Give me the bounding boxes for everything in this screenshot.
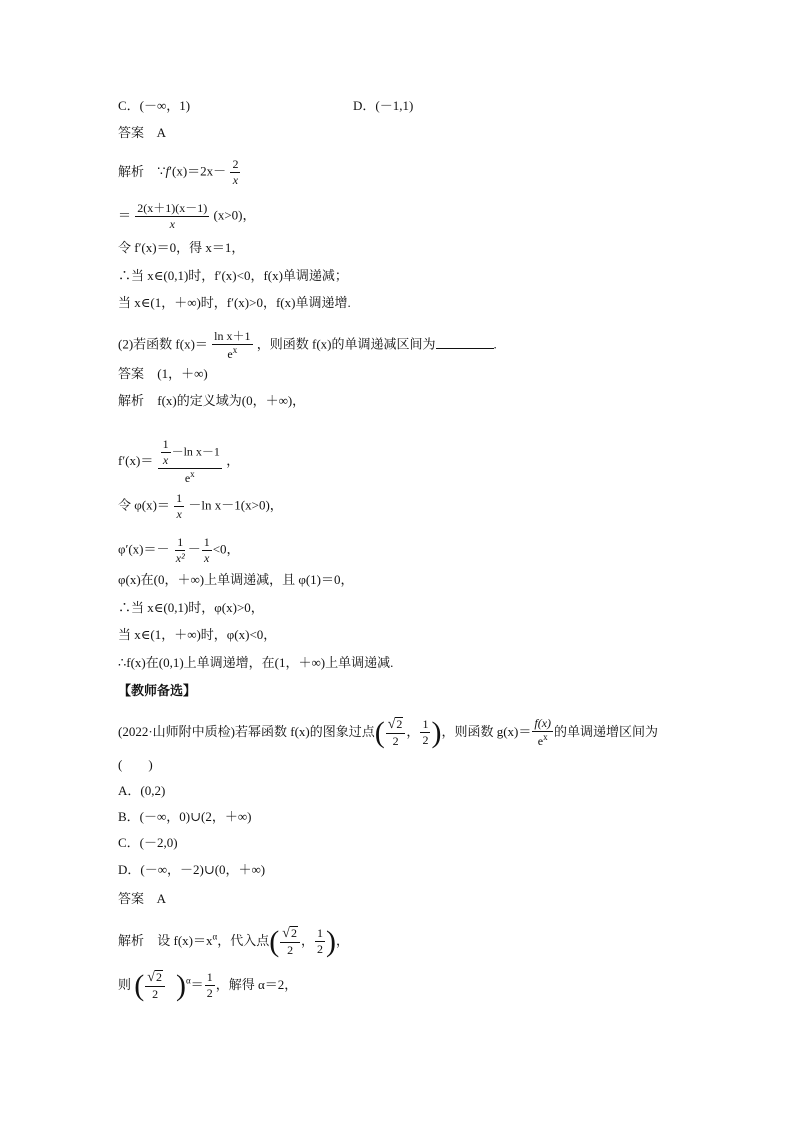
answer-value: A: [156, 125, 166, 140]
question-text: (2)若函数 f(x)＝: [118, 336, 208, 352]
fraction-denominator: x: [204, 551, 210, 566]
answer-label: 答案: [118, 125, 145, 140]
fraction: [280, 926, 300, 958]
answer-blank: [436, 336, 494, 349]
math-text: (x>0)，: [213, 207, 256, 223]
answer-paren: ( ): [118, 757, 153, 772]
option-c: C．(－2,0): [118, 835, 178, 850]
teacher-section-title: [118, 683, 196, 699]
fraction-denominator: 2: [422, 733, 429, 748]
answer-label: 答案: [118, 366, 145, 381]
question-text: (2022·山师附中质检)若幂函数 f(x)的图象过点: [118, 723, 375, 739]
solution-label: 解析: [118, 932, 145, 948]
solution-2-line-3: [118, 492, 283, 521]
solution-1-line-1: [118, 158, 241, 187]
math-text: 当 x∈(1，＋∞)时，φ(x)<0，: [118, 627, 277, 642]
math-text: f′(x)＝: [118, 452, 154, 468]
math-text: 令 f′(x)＝0，得 x＝1，: [118, 240, 245, 255]
math-text: φ(x)在(0，＋∞)上单调递减，且 φ(1)＝0，: [118, 572, 354, 587]
sqrt-icon: √: [282, 926, 290, 941]
option-d2-line: [118, 862, 265, 878]
solution-2-line-7: [118, 627, 276, 643]
solution-1-line-2: [118, 202, 256, 231]
fraction-denominator: 2: [152, 987, 159, 1002]
fraction: [202, 536, 212, 565]
fraction: [420, 718, 430, 747]
fraction-numerator: [158, 438, 222, 469]
answer-1: [118, 125, 166, 141]
option-d: D．(－∞，－2)∪(0，＋∞): [118, 862, 266, 877]
solution-2-line-5: [118, 572, 354, 588]
answer-3: [118, 891, 166, 907]
fraction-numerator: f(x): [532, 717, 553, 732]
section-title: 【教师备选】: [118, 683, 197, 698]
fraction-denominator: [536, 732, 550, 748]
math-text: ∴f(x)在(0,1)上单调递增，在(1，＋∞)上单调递减.: [118, 655, 394, 670]
superscript: x: [543, 732, 548, 743]
option-c-line: [118, 98, 190, 114]
solution-1-line-5: [118, 295, 351, 311]
solution-3-line-1: [118, 926, 349, 958]
solution-3-line-2: [118, 970, 297, 1002]
fraction-denominator: x: [162, 453, 169, 468]
fraction-numerator: 1: [420, 718, 430, 733]
math-text: f(x)的定义域为(0，＋∞)，: [157, 393, 306, 408]
option-a: A．(0,2): [118, 783, 166, 798]
sqrt-radicand: 2: [396, 717, 403, 731]
fraction-denominator: 2: [206, 986, 213, 1001]
fraction-numerator: 1: [205, 971, 215, 986]
superscript: α: [212, 931, 218, 942]
sqrt-radicand: 2: [290, 926, 297, 940]
sqrt-icon: √: [387, 717, 396, 732]
solution-2-line-6: [118, 600, 264, 616]
math-text: 令 φ(x)＝: [118, 497, 170, 513]
teacher-question: [118, 717, 658, 749]
sqrt: [388, 717, 404, 732]
solution-2-line-2: [118, 438, 239, 486]
fraction-numerator: 1: [174, 492, 184, 507]
answer-value: (1，＋∞): [157, 366, 208, 381]
math-text: e: [537, 734, 544, 749]
solution-2-line-1: [118, 393, 305, 409]
option-b: B．(－∞，0)∪(2，＋∞): [118, 809, 252, 824]
superscript: α: [185, 975, 191, 986]
fraction-numerator: ln x＋1: [212, 330, 252, 345]
fraction-numerator: [145, 970, 165, 987]
math-text: ＝: [118, 207, 132, 223]
question-text: ，则函数 f(x)的单调递减区间为: [256, 336, 436, 352]
fraction: [386, 717, 406, 749]
solution-2-line-8: [118, 655, 393, 671]
fraction-denominator: [183, 469, 197, 485]
math-text: ∵: [157, 163, 166, 179]
fraction: [145, 970, 165, 1002]
math-text: e: [184, 471, 191, 486]
fraction: [205, 971, 215, 1000]
math-text: ，: [335, 932, 349, 948]
solution-label: 解析: [118, 163, 145, 179]
math-text: ∴当 x∈(0,1)时，f′(x)<0，f(x)单调递减；: [118, 268, 348, 283]
fraction-numerator: 1: [161, 438, 171, 453]
math-text: ，: [406, 723, 420, 739]
math-text: ∴当 x∈(0,1)时，φ(x)>0，: [118, 600, 264, 615]
option-c2-line: [118, 835, 178, 851]
fraction: [315, 927, 325, 956]
fraction: [174, 492, 184, 521]
math-text: ，代入点: [217, 932, 270, 948]
math-text: ′(x)＝2x－: [169, 163, 227, 179]
math-text: 设 f(x)＝x: [157, 932, 213, 948]
option-b-line: [118, 809, 251, 825]
fraction-numerator: 1: [315, 927, 325, 942]
math-text: ，: [226, 452, 240, 468]
right-paren: ): [325, 924, 336, 958]
option-c: C．(－∞，1): [118, 98, 191, 113]
math-text: ，解得 α＝2，: [215, 976, 298, 992]
math-text: －ln x－1(x>0)，: [188, 497, 283, 513]
left-paren: (: [374, 715, 385, 749]
fraction-denominator: x²: [175, 551, 185, 566]
right-paren: ): [431, 715, 442, 749]
fraction-numerator: 2(x＋1)(x－1): [135, 202, 209, 217]
math-text: ＝: [190, 976, 204, 992]
fraction: [174, 536, 187, 565]
superscript: x: [190, 469, 195, 480]
math-text: －ln x－1: [171, 444, 220, 459]
question-text: .: [493, 336, 497, 352]
math-text: e: [227, 347, 233, 362]
solution-label: 解析: [118, 393, 145, 408]
math-text: ，: [300, 932, 314, 948]
fraction-numerator: [386, 717, 406, 734]
fraction-denominator: x: [232, 173, 239, 188]
answer-value: A: [156, 891, 166, 906]
fraction-numerator: [280, 926, 300, 943]
fraction: [230, 158, 240, 187]
sqrt-radicand: 2: [155, 970, 162, 984]
fraction: [161, 438, 171, 467]
option-a-line: [118, 783, 165, 799]
sqrt: [147, 970, 163, 985]
sqrt: [282, 926, 298, 941]
fraction-denominator: [225, 345, 239, 361]
fraction-denominator: 2: [316, 942, 323, 957]
fraction-denominator: x: [169, 217, 175, 232]
fraction: [212, 330, 252, 361]
sqrt-icon: √: [147, 970, 155, 985]
fraction-numerator: 2: [230, 158, 240, 173]
solution-2-line-4: [118, 536, 240, 565]
fraction: [135, 202, 209, 231]
superscript: x: [232, 345, 238, 356]
math-text: f: [165, 163, 170, 179]
fraction-numerator: 1: [202, 536, 212, 551]
answer-2: [118, 366, 208, 382]
solution-1-line-3: [118, 240, 244, 256]
option-d-line: [353, 98, 413, 114]
right-paren: ): [175, 968, 186, 1002]
fraction-denominator: 2: [392, 734, 399, 749]
fraction-numerator: 1: [175, 536, 185, 551]
math-text: 当 x∈(1，＋∞)时，f′(x)>0，f(x)单调递增.: [118, 295, 351, 310]
math-text: <0，: [212, 541, 240, 557]
teacher-question-paren: [118, 757, 153, 773]
question-2: [118, 330, 497, 361]
math-text: 则: [118, 976, 132, 992]
answer-label: 答案: [118, 891, 145, 906]
fraction: [532, 717, 553, 748]
fraction-denominator: 2: [287, 943, 294, 958]
left-paren: (: [269, 924, 280, 958]
fraction: [158, 438, 222, 486]
fraction-denominator: x: [176, 507, 182, 522]
math-text: φ′(x)＝－: [118, 541, 170, 557]
option-d: D．(－1,1): [353, 98, 414, 113]
question-text: 的单调递增区间为: [554, 723, 659, 739]
math-text: －: [187, 541, 201, 557]
solution-1-line-4: [118, 268, 348, 284]
question-text: ，则函数 g(x)＝: [441, 723, 532, 739]
left-paren: (: [134, 968, 145, 1002]
